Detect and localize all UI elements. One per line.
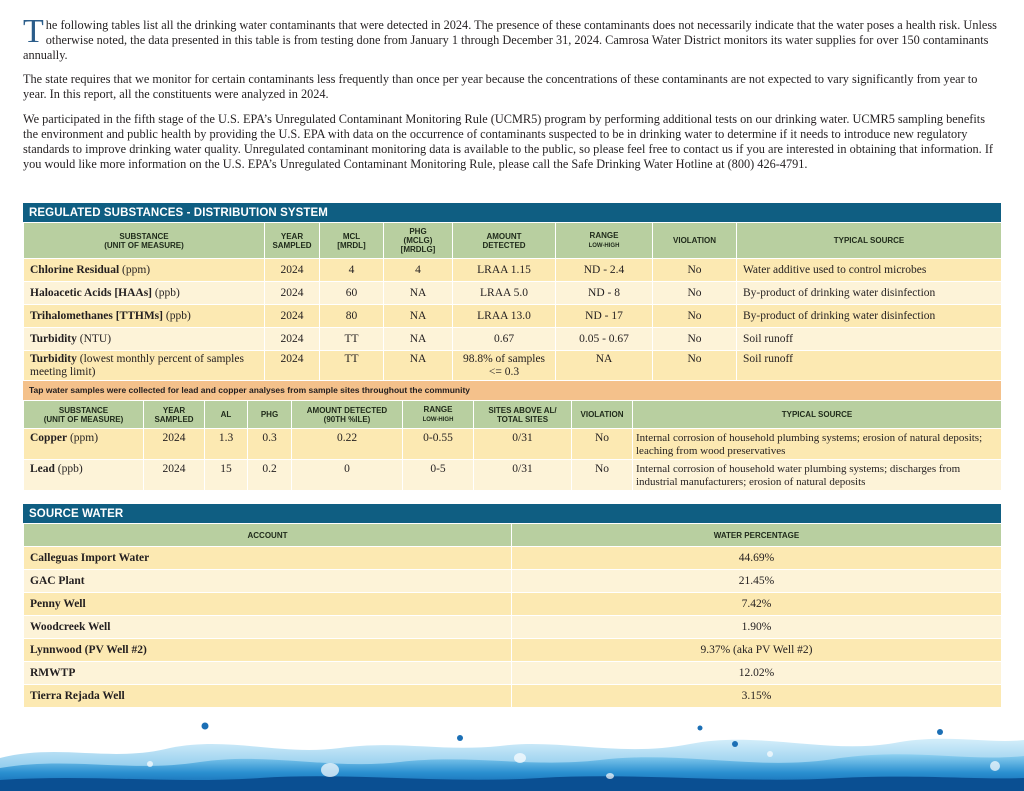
header-phg: PHG (MCLG) [MRDLG] — [384, 223, 453, 259]
source-cell: Soil runoff — [737, 351, 1002, 381]
table-row — [24, 328, 1002, 351]
source-cell: By-product of drinking water disinfection — [737, 305, 1002, 328]
range-cell: ND - 17 — [556, 305, 653, 328]
range-cell: ND - 8 — [556, 282, 653, 305]
header-source: TYPICAL SOURCE — [633, 401, 1002, 429]
violation-cell: No — [653, 259, 737, 282]
mcl-cell: 4 — [320, 259, 384, 282]
water-splash-image — [0, 718, 1024, 791]
year-cell: 2024 — [265, 282, 320, 305]
year-cell: 2024 — [265, 328, 320, 351]
amount-cell: 0.22 — [292, 429, 403, 460]
source-water-title: SOURCE WATER — [23, 504, 1001, 523]
sites-cell: 0/31 — [474, 429, 572, 460]
range-cell: NA — [556, 351, 653, 381]
header-sites: SITES ABOVE AL/ TOTAL SITES — [474, 401, 572, 429]
violation-cell: No — [653, 282, 737, 305]
header-account: ACCOUNT — [24, 524, 512, 547]
header-al: AL — [205, 401, 248, 429]
year-cell: 2024 — [265, 351, 320, 381]
violation-cell: No — [572, 460, 633, 491]
table-row — [24, 685, 1002, 708]
year-cell: 2024 — [144, 460, 205, 491]
header-percentage: WATER PERCENTAGE — [512, 524, 1002, 547]
account-cell: GAC Plant — [24, 570, 512, 593]
source-cell: Soil runoff — [737, 328, 1002, 351]
violation-cell: No — [653, 305, 737, 328]
table-row — [24, 570, 1002, 593]
account-cell: Penny Well — [24, 593, 512, 616]
header-year: YEAR SAMPLED — [265, 223, 320, 259]
intro-paragraph-3: We participated in the fifth stage of the U.S. EPA’s Unregulated Contaminant Monitoring Rule (UCMR5) program by performing additional tests on our drinking water. UCMR5 sampling benefits the environment and public health by providing the U.S. EPA with data on the occurrence of contaminants suspected to be in drinking water to determine if it needs to introduce new regulatory standards to improve drinking water quality. Unregulated contaminant monitoring data is available to the public, so please feel free to contact us if you are interested in obtaining that information. If you would like more information on the U.S. EPA’s Unregulated Contaminant Monitoring Rule, please call the Safe Drinking Water Hotline at (800) 426-4791. — [23, 112, 994, 171]
account-cell: Lynnwood (PV Well #2) — [24, 639, 512, 662]
al-cell: 15 — [205, 460, 248, 491]
amount-cell: 98.8% of samples <= 0.3 — [453, 351, 556, 381]
phg-cell: NA — [384, 305, 453, 328]
source-water-section — [23, 504, 1001, 708]
intro-paragraph-2: The state requires that we monitor for certain contaminants less frequently than once per year because the concentrations of these contaminants are not expected to vary significantly from year to year. In this report, all the constituents were analyzed in 2024. — [23, 72, 978, 101]
header-phg: PHG — [248, 401, 292, 429]
intro-paragraph-1 — [23, 13, 1001, 63]
lead-copper-header-row — [24, 401, 1002, 429]
source-cell: By-product of drinking water disinfection — [737, 282, 1002, 305]
phg-cell: 0.2 — [248, 460, 292, 491]
substance-cell: Turbidity (NTU) — [24, 328, 265, 351]
header-mcl: MCL [MRDL] — [320, 223, 384, 259]
table-row — [24, 662, 1002, 685]
al-cell: 1.3 — [205, 429, 248, 460]
substance-cell: Trihalomethanes [TTHMs] (ppb) — [24, 305, 265, 328]
sites-cell: 0/31 — [474, 460, 572, 491]
table-row — [24, 639, 1002, 662]
regulated-substances-title: REGULATED SUBSTANCES - DISTRIBUTION SYSTEM — [23, 203, 1001, 222]
year-cell: 2024 — [265, 259, 320, 282]
substance-cell: Lead (ppb) — [24, 460, 144, 491]
mcl-cell: TT — [320, 351, 384, 381]
range-cell: 0.05 - 0.67 — [556, 328, 653, 351]
header-substance: SUBSTANCE (UNIT OF MEASURE) — [24, 401, 144, 429]
header-violation: VIOLATION — [653, 223, 737, 259]
phg-cell: 0.3 — [248, 429, 292, 460]
phg-cell: NA — [384, 328, 453, 351]
source-cell: Internal corrosion of household water plumbing systems; discharges from industrial manufacturers; erosion of natural deposits — [633, 460, 1002, 491]
table-row — [24, 460, 1002, 491]
source-cell: Water additive used to control microbes — [737, 259, 1002, 282]
table-row — [24, 351, 1002, 381]
range-cell: 0-0.55 — [403, 429, 474, 460]
table-row — [24, 282, 1002, 305]
header-amount: AMOUNT DETECTED (90TH %ILE) — [292, 401, 403, 429]
phg-cell: NA — [384, 282, 453, 305]
regulated-header-row — [24, 223, 1002, 259]
amount-cell: LRAA 5.0 — [453, 282, 556, 305]
amount-cell: LRAA 1.15 — [453, 259, 556, 282]
range-cell: 0-5 — [403, 460, 474, 491]
account-cell: Calleguas Import Water — [24, 547, 512, 570]
intro-text — [23, 13, 1001, 182]
regulated-substances-section — [23, 203, 1001, 491]
account-cell: RMWTP — [24, 662, 512, 685]
year-cell: 2024 — [265, 305, 320, 328]
amount-cell: LRAA 13.0 — [453, 305, 556, 328]
header-year: YEAR SAMPLED — [144, 401, 205, 429]
header-substance: SUBSTANCE (UNIT OF MEASURE) — [24, 223, 265, 259]
table-row — [24, 616, 1002, 639]
amount-cell: 0 — [292, 460, 403, 491]
percentage-cell: 21.45% — [512, 570, 1002, 593]
percentage-cell: 44.69% — [512, 547, 1002, 570]
source-water-header-row — [24, 524, 1002, 547]
phg-cell: 4 — [384, 259, 453, 282]
regulated-substances-table — [23, 222, 1002, 381]
account-cell: Tierra Rejada Well — [24, 685, 512, 708]
intro-paragraph-1-text: he following tables list all the drinking water contaminants that were detected in 2024. The presence of these contaminants does not necessarily indicate that the water poses a health risk. Unless otherwise noted, the data presented in this table is from testing done from January 1 through December 31, 2024. Camrosa Water District monitors its water supplies for over 150 contaminants annually. — [23, 18, 997, 62]
violation-cell: No — [653, 328, 737, 351]
mcl-cell: 80 — [320, 305, 384, 328]
year-cell: 2024 — [144, 429, 205, 460]
percentage-cell: 7.42% — [512, 593, 1002, 616]
phg-cell: NA — [384, 351, 453, 381]
table-row — [24, 429, 1002, 460]
lead-copper-note: Tap water samples were collected for lead and copper analyses from sample sites throughout the community — [23, 381, 1001, 400]
table-row — [24, 547, 1002, 570]
header-source: TYPICAL SOURCE — [737, 223, 1002, 259]
violation-cell: No — [572, 429, 633, 460]
table-row — [24, 305, 1002, 328]
range-cell: ND - 2.4 — [556, 259, 653, 282]
substance-cell: Turbidity (lowest monthly percent of samples meeting limit) — [24, 351, 265, 381]
header-range: RANGE LOW-HIGH — [556, 223, 653, 259]
percentage-cell: 3.15% — [512, 685, 1002, 708]
account-cell: Woodcreek Well — [24, 616, 512, 639]
substance-cell: Chlorine Residual (ppm) — [24, 259, 265, 282]
table-row — [24, 593, 1002, 616]
percentage-cell: 1.90% — [512, 616, 1002, 639]
percentage-cell: 9.37% (aka PV Well #2) — [512, 639, 1002, 662]
violation-cell: No — [653, 351, 737, 381]
mcl-cell: TT — [320, 328, 384, 351]
amount-cell: 0.67 — [453, 328, 556, 351]
substance-cell: Copper (ppm) — [24, 429, 144, 460]
header-amount: AMOUNT DETECTED — [453, 223, 556, 259]
header-range: RANGE LOW-HIGH — [403, 401, 474, 429]
header-violation: VIOLATION — [572, 401, 633, 429]
drop-cap: T — [23, 13, 44, 50]
lead-copper-table — [23, 400, 1002, 491]
source-cell: Internal corrosion of household plumbing systems; erosion of natural deposits; leaching from wood preservatives — [633, 429, 1002, 460]
mcl-cell: 60 — [320, 282, 384, 305]
table-row — [24, 259, 1002, 282]
percentage-cell: 12.02% — [512, 662, 1002, 685]
source-water-table — [23, 523, 1002, 708]
substance-cell: Haloacetic Acids [HAAs] (ppb) — [24, 282, 265, 305]
